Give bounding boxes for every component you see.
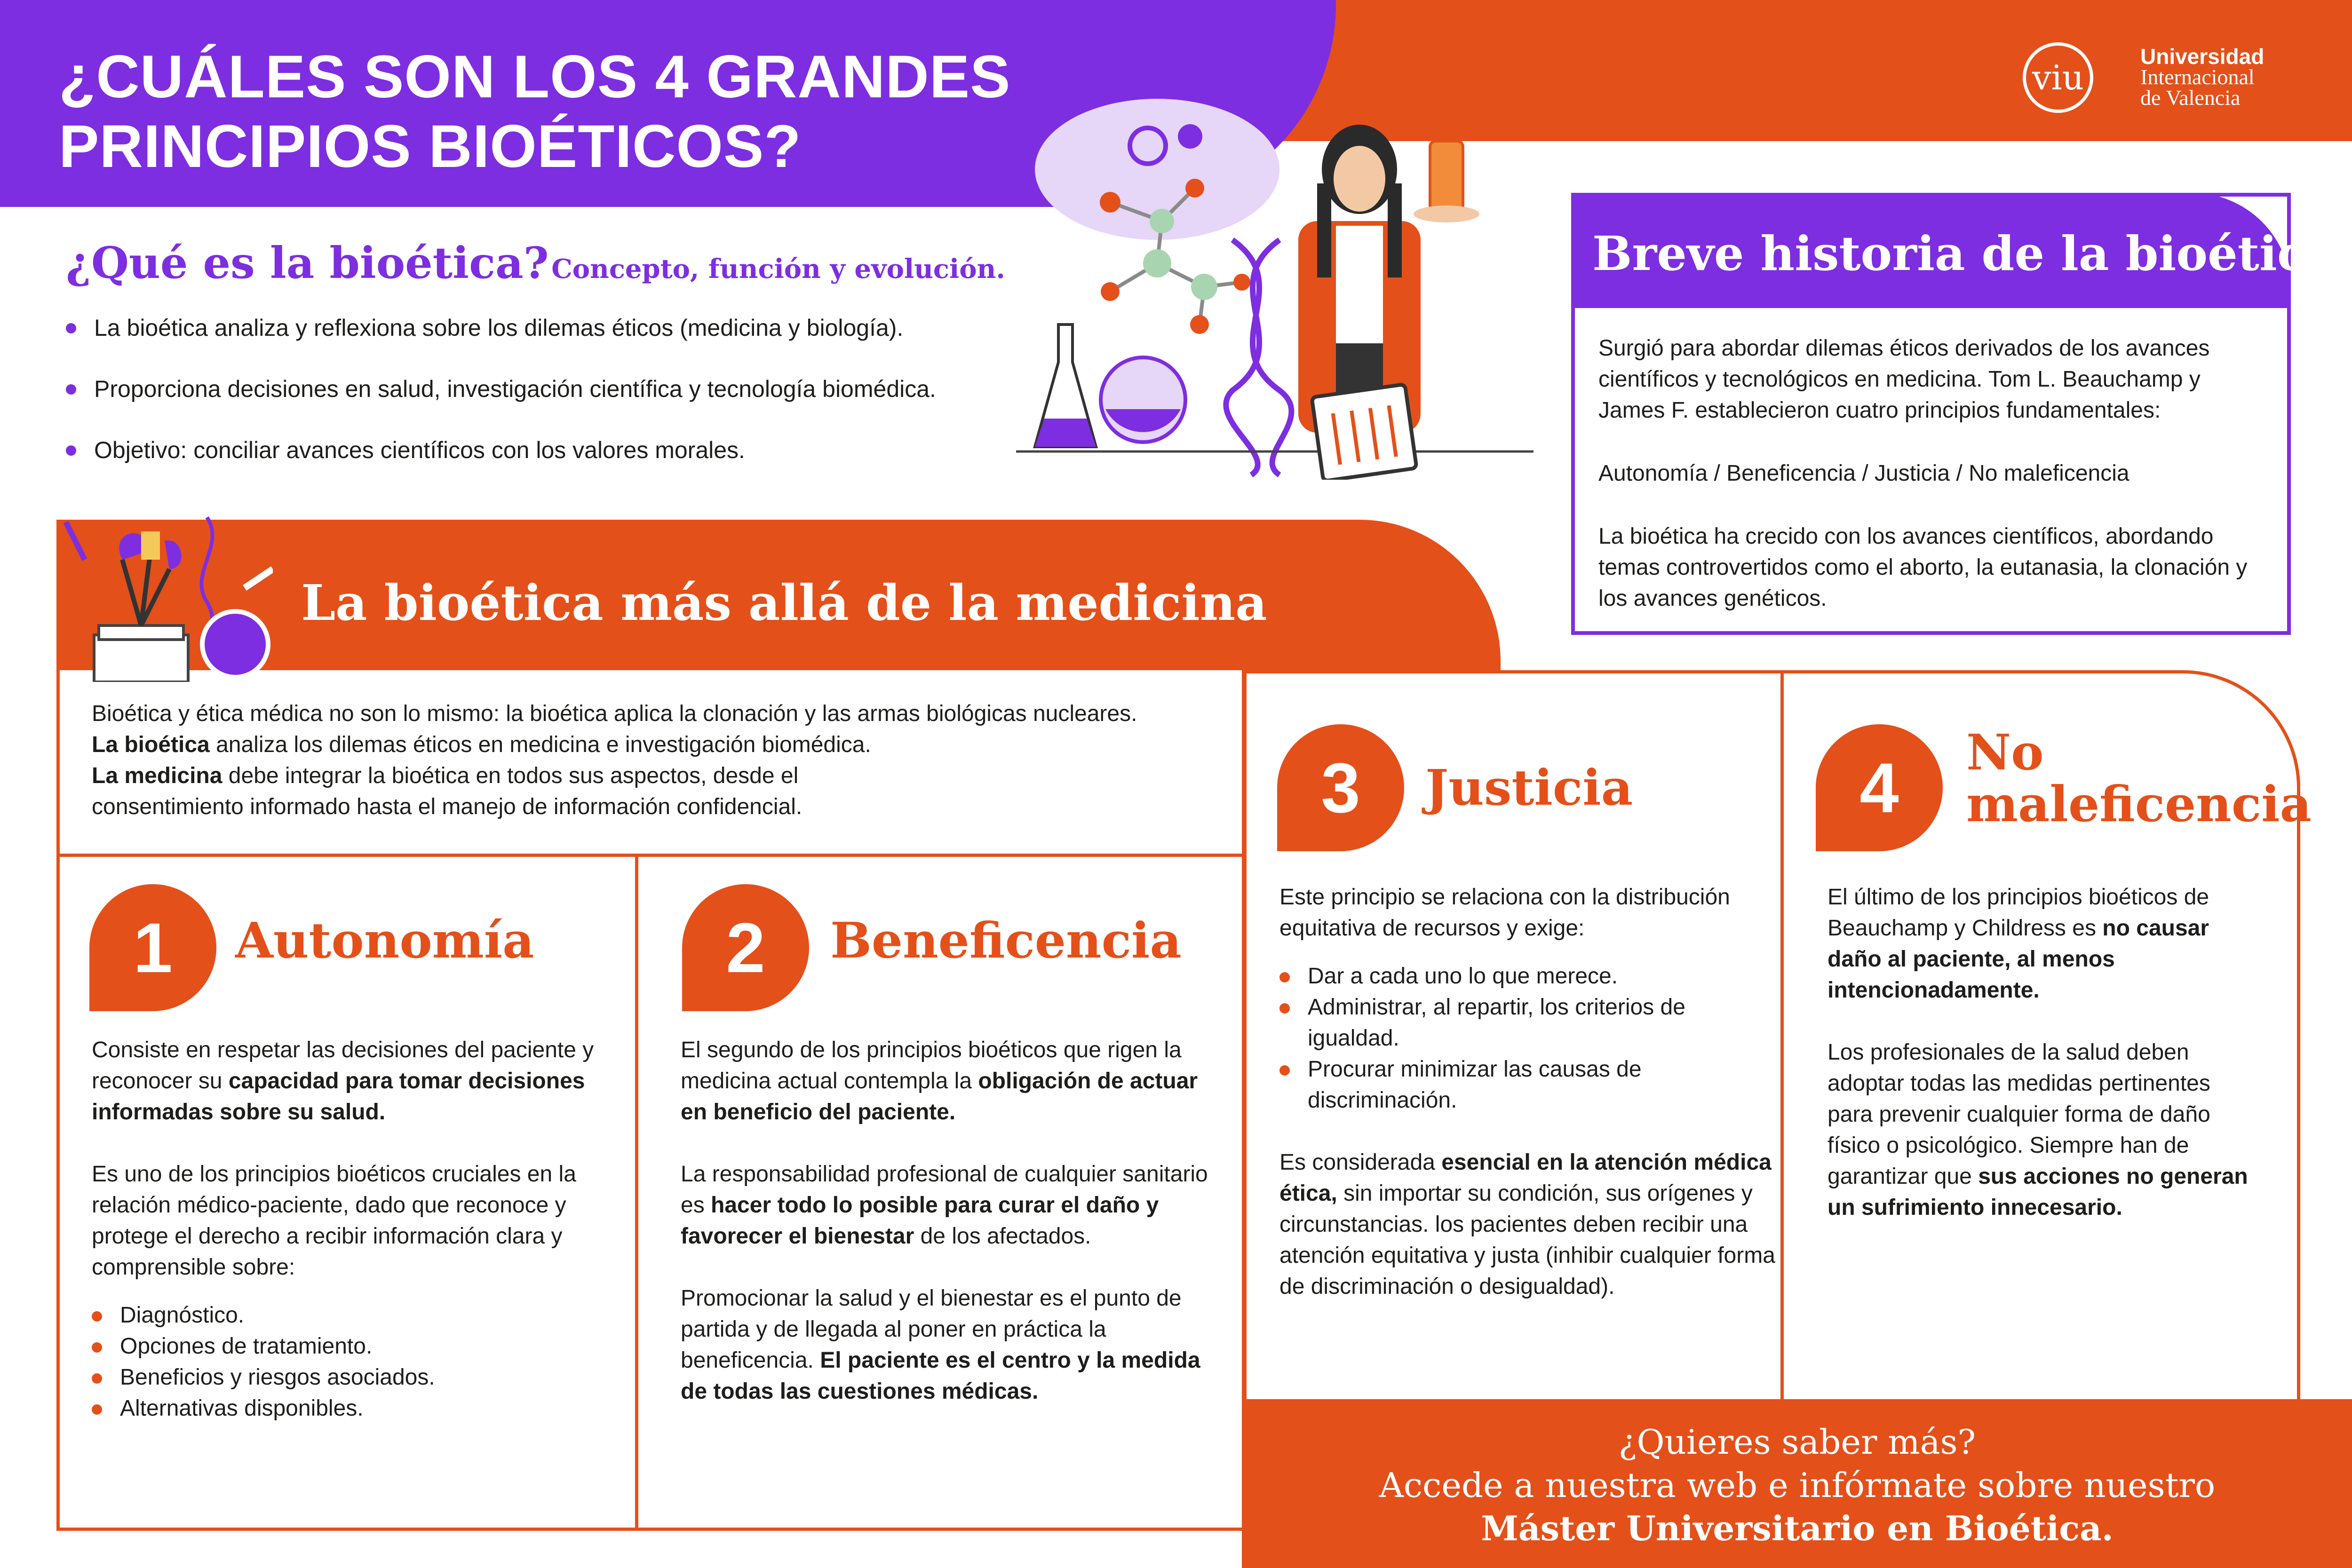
scientist-illustration [1016, 99, 1534, 480]
list-item: Administrar, al repartir, los criterios de igualdad. [1279, 992, 1778, 1054]
history-paragraph: Surgió para abordar dilemas éticos derivados de los avances científicos y tecnológicos en medicina. Tom L. Beauchamp y James F. establecieron cuatro principios fundamentales: [1598, 336, 2210, 423]
beyond-text [92, 698, 1235, 823]
number-badge-1: 1 [89, 884, 216, 1011]
logo-wordmark [2140, 46, 2264, 108]
number-badge-2: 2 [682, 884, 809, 1011]
paragraph [1828, 882, 2251, 1006]
logo-line-2: Internacional [2140, 65, 2255, 89]
text-span: de los afectados. [914, 1224, 1091, 1249]
intro-bullet-list [66, 313, 1054, 496]
divider [1780, 670, 1784, 1404]
justicia-title: Justicia [1425, 759, 1633, 816]
text-span: Es considerada [1279, 1150, 1442, 1175]
number-badge-3: 3 [1277, 724, 1404, 851]
intro-subtitle: Concepto, función y evolución. [551, 253, 1005, 285]
text-span: La responsabilidad profesional de cualquier sanitario es [681, 1162, 1208, 1218]
beneficencia-title: Beneficencia [830, 911, 1182, 969]
text-span: Promocionar la salud y el bienestar es el punto de partida y de llegada al poner en práctica la beneficencia. [681, 1286, 1182, 1373]
list-item: Procurar minimizar las causas de discriminación. [1279, 1054, 1778, 1116]
paragraph [92, 1035, 614, 1128]
divider [56, 854, 1247, 857]
gear-icon [1178, 124, 1202, 149]
paragraph [681, 1283, 1222, 1407]
no-maleficencia-title [1966, 723, 2312, 833]
bold-text: obligación de actuar en beneficio del paciente. [681, 1069, 1198, 1125]
paragraph [681, 1035, 1222, 1128]
list-item: La bioética analiza y reflexiona sobre los dilemas éticos (medicina y biología). [66, 313, 1054, 343]
justicia-list [1279, 961, 1778, 1116]
history-principles: Autonomía / Beneficencia / Justicia / No maleficencia [1598, 461, 2130, 486]
paragraph [681, 1159, 1222, 1252]
paragraph: Es uno de los principios bioéticos cruciales en la relación médico-paciente, dado que reconoce y protege el derecho a recibir información clara y comprensible sobre: [92, 1162, 576, 1280]
bold-text: capacidad para tomar decisiones informadas sobre su salud. [92, 1069, 585, 1125]
history-body [1598, 333, 2266, 646]
cta-link[interactable]: Máster Universitario en Bioética. [1481, 1508, 2114, 1548]
list-item: Dar a cada uno lo que merece. [1279, 961, 1778, 992]
intro-title: ¿Qué es la bioética? [66, 238, 549, 288]
lab-illustration [28, 503, 273, 682]
dropper-icon [66, 522, 85, 560]
bold-text: sus acciones no generan un sufrimiento innecesario. [1828, 1164, 2248, 1220]
list-item: Proporciona decisiones en salud, investigación científica y tecnología biomédica. [66, 374, 1054, 404]
university-logo[interactable] [2023, 38, 2324, 118]
paragraph [1279, 1147, 1778, 1302]
list-item: Beneficios y riesgos asociados. [92, 1362, 614, 1393]
text-span: El segundo de los principios bioéticos que rigen la medicina actual contempla la [681, 1037, 1182, 1093]
justicia-body [1279, 882, 1778, 1333]
title-line-2: PRINCIPIOS BIOÉTICOS? [59, 113, 802, 180]
list-item: Diagnóstico. [92, 1300, 614, 1331]
history-header [1571, 193, 2336, 308]
list-item: Opciones de tratamiento. [92, 1331, 614, 1362]
title-line-1: ¿CUÁLES SON LOS 4 GRANDES [59, 43, 1011, 111]
no-maleficencia-body [1828, 882, 2251, 1254]
cta-line-2: Accede a nuestra web e infórmate sobre nuestro [1379, 1465, 2216, 1505]
text-span: Consiste en respetar las decisiones del paciente y reconocer su [92, 1037, 594, 1093]
cta-text [1242, 1420, 2352, 1550]
bold-text: esencial en la atención médica ética, [1279, 1150, 1772, 1206]
intro-heading [66, 238, 1005, 288]
beyond-line: Bioética y ética médica no son lo mismo: la bioética aplica la clonación y las armas biológicas nucleares. [92, 701, 1137, 726]
cta-banner[interactable] [1242, 1399, 2352, 1568]
autonomia-list [92, 1300, 614, 1424]
title-line: maleficencia [1966, 775, 2312, 833]
page-title [59, 42, 1141, 182]
beyond-line [92, 760, 844, 823]
paragraph: Este principio se relaciona con la distribución equitativa de recursos y exige: [1279, 885, 1730, 941]
logo-line-3: de Valencia [2140, 86, 2241, 110]
title-line: No [1966, 723, 2044, 781]
number-badge-4: 4 [1816, 724, 1943, 851]
text-span: El último de los principios bioéticos de Beauchamp y Childress es [1828, 885, 2209, 941]
text-span: sin importar su condición, sus orígenes y circunstancias. los pacientes deben recibir una atención equitativa y justa (inhibir cualquier forma de discriminación o desigualdad). [1279, 1181, 1775, 1299]
divider [635, 854, 638, 1531]
list-item: Alternativas disponibles. [92, 1393, 614, 1424]
bold-text: no causar daño al paciente, al menos intencionadamente. [1828, 916, 2209, 1003]
bold-text: El paciente es el centro y la medida de todas las cuestiones médicas. [681, 1348, 1200, 1404]
bold-text: hacer todo lo posible para curar el daño y favorecer el bienestar [681, 1193, 1159, 1249]
history-box [1571, 193, 2336, 635]
bold-text: La bioética [92, 732, 210, 757]
bold-text: La medicina [92, 763, 222, 788]
text-span: debe integrar la bioética en todos sus aspectos, desde el consentimiento informado hasta el manejo de información confidencial. [92, 763, 803, 819]
list-item: Objetivo: conciliar avances científicos con los valores morales. [66, 435, 1054, 465]
autonomia-body [92, 1035, 614, 1424]
autonomia-title: Autonomía [235, 911, 534, 969]
cta-line-1: ¿Quieres saber más? [1618, 1422, 1976, 1462]
beyond-title: La bioética más allá de la medicina [301, 574, 1267, 632]
logo-mark: viu [2023, 42, 2093, 113]
history-paragraph: La bioética ha crecido con los avances científicos, abordando temas controvertidos como el aborto, la eutanasia, la clonación y los avances genéticos. [1598, 524, 2248, 611]
beyond-banner [56, 520, 1501, 670]
text-span: Los profesionales de la salud deben adoptar todas las medidas pertinentes para prevenir cualquier forma de daño físico o psicológico. Siempre han de garantizar que [1828, 1040, 2210, 1189]
paragraph [1828, 1037, 2251, 1223]
test-tube-icon [1430, 141, 1463, 212]
logo-line-1: Universidad [2140, 44, 2265, 69]
beneficencia-body [681, 1035, 1222, 1438]
history-title: Breve historia de la bioética [1592, 226, 2336, 281]
text-span: analiza los dilemas éticos en medicina e investigación biomédica. [209, 732, 871, 757]
beyond-line [92, 729, 1235, 760]
